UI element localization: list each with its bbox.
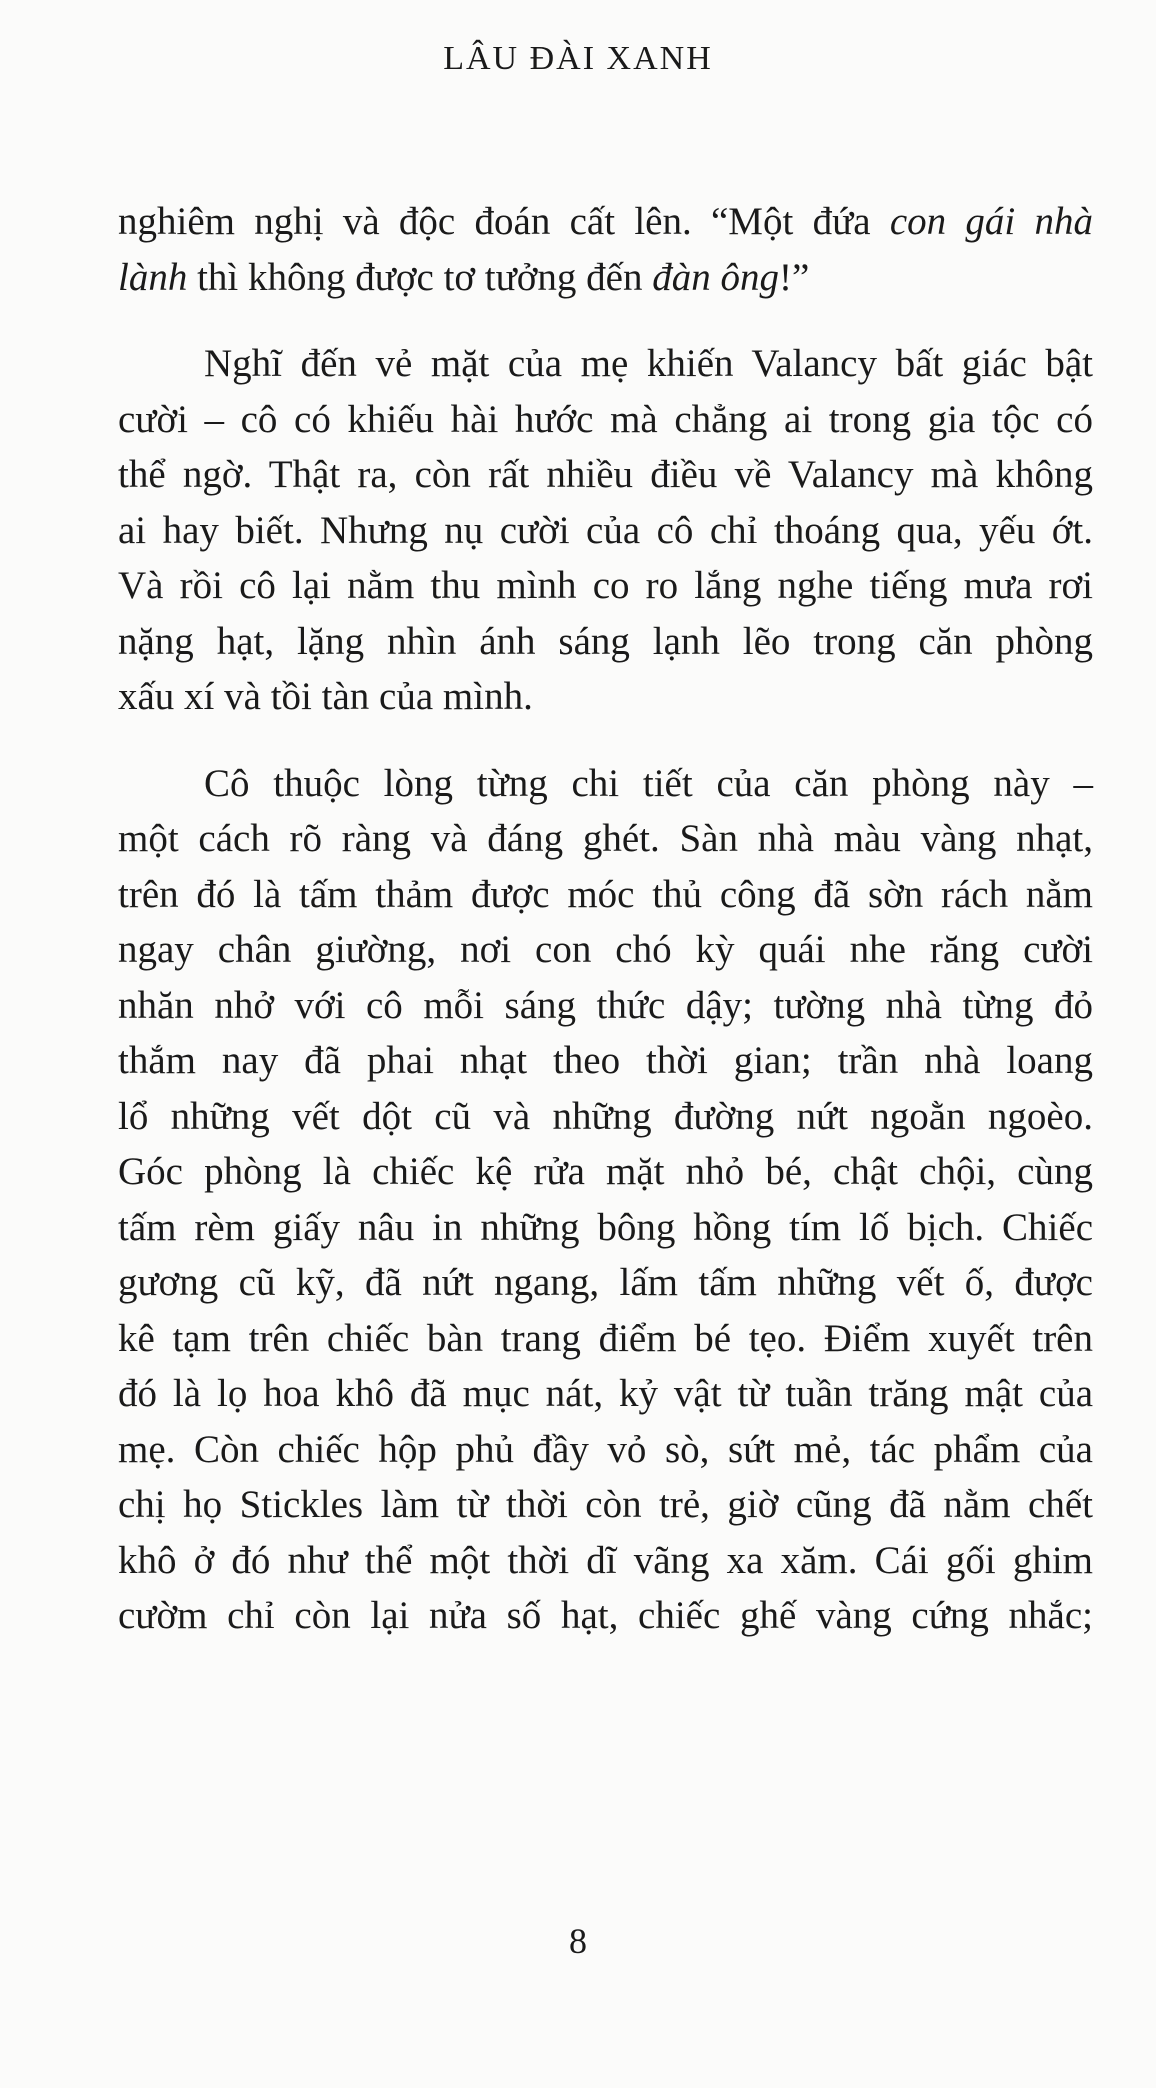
text-line (118, 614, 1093, 670)
text-run: thể ngờ. Thật ra, còn rất nhiều điều về Valancy mà không (118, 453, 1093, 496)
text-line (118, 336, 1093, 392)
text-run: !” (778, 255, 810, 299)
text-run: Và rồi cô lại nằm thu mình co ro lắng nghe tiếng mưa rơi (118, 564, 1093, 607)
paragraph (118, 194, 1093, 305)
text-line (118, 1533, 1093, 1589)
text-line (118, 194, 1093, 250)
text-run: thắm nay đã phai nhạt theo thời gian; trần nhà loang (118, 1039, 1093, 1082)
text-line (118, 1033, 1093, 1089)
text-run: ai hay biết. Nhưng nụ cười của cô chỉ thoáng qua, yếu ớt. (118, 508, 1093, 552)
text-run: nặng hạt, lặng nhìn ánh sáng lạnh lẽo trong căn phòng (118, 619, 1093, 663)
page-number: 8 (569, 1921, 587, 1961)
text-line (118, 922, 1093, 978)
body-text (118, 194, 1093, 1644)
text-line (118, 867, 1093, 923)
text-line (118, 1477, 1093, 1533)
paragraph (118, 756, 1093, 1644)
text-run: ngay chân giường, nơi con chó kỳ quái nhe răng cười (118, 928, 1093, 971)
text-line (118, 1200, 1093, 1256)
text-line (118, 1422, 1093, 1478)
text-line (118, 1089, 1093, 1145)
italic-text: lành (118, 255, 188, 299)
italic-text: đàn ông (652, 255, 779, 299)
text-run: chị họ Stickles làm từ thời còn trẻ, giờ cũng đã nằm chết (118, 1483, 1093, 1526)
text-run: lổ những vết dột cũ và những đường nứt ngoằn ngoèo. (118, 1094, 1093, 1138)
text-line (118, 978, 1093, 1034)
text-run: một cách rõ ràng và đáng ghét. Sàn nhà màu vàng nhạt, (118, 817, 1093, 860)
text-run: trên đó là tấm thảm được móc thủ công đã sờn rách nằm (118, 872, 1093, 916)
text-line (118, 1255, 1093, 1311)
text-run: khô ở đó như thể một thời dĩ vãng xa xăm. Cái gối ghim (118, 1538, 1093, 1582)
text-run: thì không được tơ tưởng đến (187, 255, 653, 299)
running-head-title: LÂU ĐÀI XANH (443, 40, 713, 77)
text-line (118, 669, 1093, 725)
text-line (118, 250, 1093, 306)
text-run: tấm rèm giấy nâu in những bông hồng tím lố bịch. Chiếc (118, 1205, 1093, 1249)
text-line (118, 503, 1093, 559)
text-line (118, 392, 1093, 448)
paragraph (118, 336, 1093, 725)
text-run: nghiêm nghị và độc đoán cất lên. “Một đứa (118, 200, 890, 243)
text-line (118, 811, 1093, 867)
text-line (118, 558, 1093, 614)
italic-text: con gái nhà (889, 200, 1093, 243)
text-run: nhăn nhở với cô mỗi sáng thức dậy; tường nhà từng đỏ (118, 983, 1093, 1027)
text-run: đó là lọ hoa khô đã mục nát, kỷ vật từ tuần trăng mật của (118, 1372, 1093, 1415)
text-line (118, 1588, 1093, 1644)
text-line (118, 447, 1093, 503)
text-run: Cô thuộc lòng từng chi tiết của căn phòng này – (204, 761, 1093, 805)
text-line (118, 1366, 1093, 1422)
text-run: gương cũ kỹ, đã nứt ngang, lấm tấm những vết ố, được (118, 1261, 1093, 1304)
text-run: xấu xí và tồi tàn của mình. (118, 675, 533, 718)
text-run: mẹ. Còn chiếc hộp phủ đầy vỏ sò, sứt mẻ, tác phẩm của (118, 1427, 1093, 1471)
text-line (118, 756, 1093, 812)
text-run: cười – cô có khiếu hài hước mà chẳng ai trong gia tộc có (118, 397, 1093, 441)
text-run: Nghĩ đến vẻ mặt của mẹ khiến Valancy bất giác bật (204, 342, 1093, 385)
text-run: cườm chỉ còn lại nửa số hạt, chiếc ghế vàng cứng nhắc; (118, 1594, 1093, 1637)
text-line (118, 1311, 1093, 1367)
text-run: Góc phòng là chiếc kệ rửa mặt nhỏ bé, chật chội, cùng (118, 1150, 1093, 1193)
text-run: kê tạm trên chiếc bàn trang điểm bé tẹo. Điểm xuyết trên (118, 1316, 1093, 1360)
text-line (118, 1144, 1093, 1200)
